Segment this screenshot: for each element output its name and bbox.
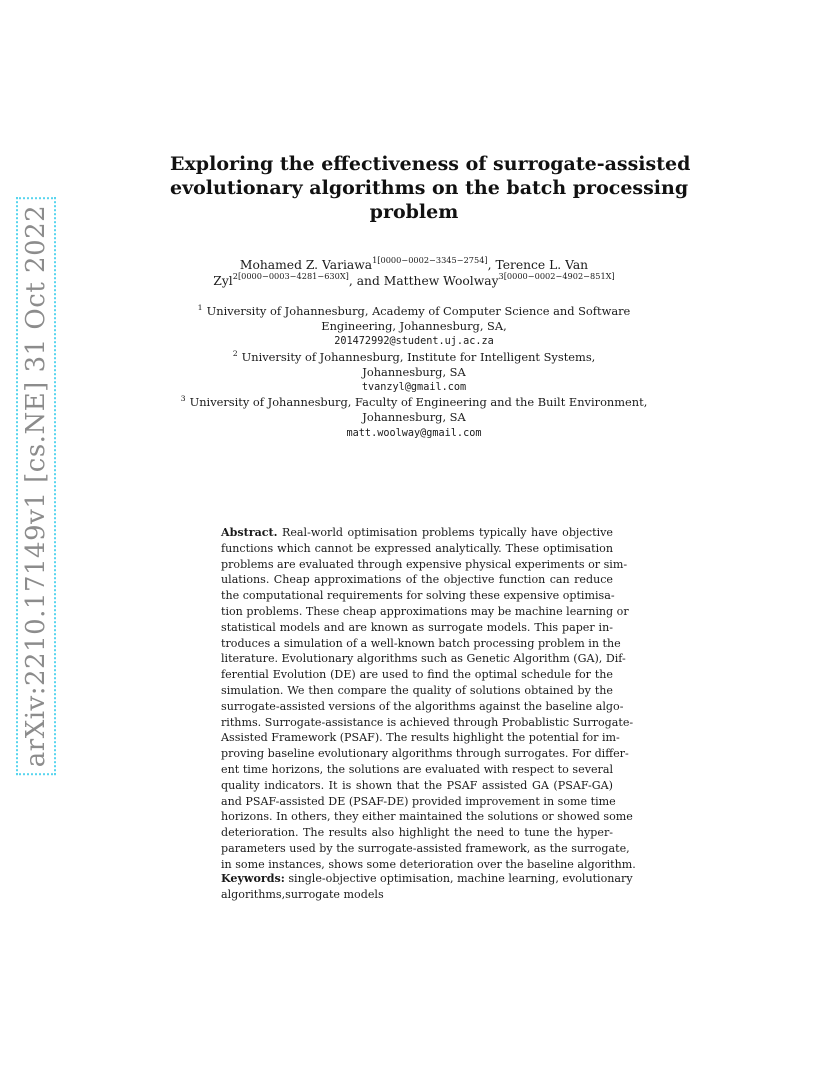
abstract-line: and PSAF-assisted DE (PSAF-DE) provided improvement in some time bbox=[221, 794, 616, 808]
abstract-line: quality indicators. It is shown that the PSAF assisted GA (PSAF-GA) bbox=[221, 778, 613, 792]
abstract-line: horizons. In others, they either maintained the solutions or showed some bbox=[221, 810, 633, 824]
affiliation-text: University of Johannesburg, Academy of Computer Science and Software bbox=[206, 304, 631, 318]
affiliation-email: 201472992@student.uj.ac.za bbox=[334, 336, 494, 348]
author-block bbox=[170, 257, 658, 289]
keywords-text: single-objective optimisation, machine learning, evolutionary bbox=[284, 872, 633, 885]
abstract-line bbox=[221, 525, 613, 541]
keywords-line: algorithms,surrogate models bbox=[221, 887, 384, 901]
abstract-line: parameters used by the surrogate-assisted framework, as the surrogate, bbox=[221, 841, 630, 855]
keywords bbox=[221, 871, 633, 903]
abstract-line: statistical models and are known as surrogate models. This paper in- bbox=[221, 620, 613, 634]
title-line: problem bbox=[369, 201, 459, 223]
abstract-line: surrogate-assisted versions of the algorithms against the baseline algo- bbox=[221, 699, 624, 713]
author-orcid: 1[0000−0002−3345−2754] bbox=[372, 255, 488, 265]
affiliation-email: tvanzyl@gmail.com bbox=[361, 382, 467, 394]
abstract-line: troduces a simulation of a well-known batch processing problem in the bbox=[221, 636, 621, 650]
author-name: , Terence L. Van bbox=[487, 258, 589, 272]
abstract-line: tion problems. These cheap approximations may be machine learning or bbox=[221, 604, 629, 618]
abstract-line: ent time horizons, the solutions are evaluated with respect to several bbox=[221, 762, 613, 776]
author-name: Zyl bbox=[213, 274, 233, 288]
abstract-line: the computational requirements for solving these expensive optimisa- bbox=[221, 589, 615, 603]
abstract-line: deterioration. The results also highlight the need to tune the hyper- bbox=[221, 826, 613, 840]
abstract-line: functions which cannot be expressed analytically. These optimisation bbox=[221, 541, 613, 555]
abstract-text: Real-world optimisation problems typically have objective bbox=[277, 526, 613, 539]
abstract-line: rithms. Surrogate-assistance is achieved through Probablistic Surrogate- bbox=[221, 715, 634, 729]
affiliation-line: Johannesburg, SA bbox=[362, 410, 466, 425]
affiliation-text: University of Johannesburg, Faculty of Engineering and the Built Environment, bbox=[189, 395, 648, 410]
affiliation-line bbox=[176, 350, 652, 365]
abstract-line: problems are evaluated through expensive physical experiments or sim- bbox=[221, 557, 628, 571]
title-line: evolutionary algorithms on the batch processing bbox=[170, 177, 689, 199]
abstract-line: Assisted Framework (PSAF). The results highlight the potential for im- bbox=[221, 731, 620, 745]
affiliation-number: 3 bbox=[180, 394, 186, 404]
author-line bbox=[170, 273, 658, 289]
affiliation-email: matt.woolway@gmail.com bbox=[346, 427, 482, 439]
arxiv-identifier[interactable]: arXiv:2210.17149v1 [cs.NE] 31 Oct 2022 bbox=[16, 197, 56, 775]
keywords-label: Keywords: bbox=[221, 872, 285, 885]
affiliation-line bbox=[176, 395, 652, 410]
affiliation-line: Johannesburg, SA bbox=[362, 364, 466, 379]
affiliation-text: University of Johannesburg, Institute for Intelligent Systems, bbox=[241, 349, 596, 364]
arxiv-side-stamp bbox=[12, 204, 60, 768]
abstract-line: simulation. We then compare the quality of solutions obtained by the bbox=[221, 683, 613, 697]
affiliation-line bbox=[176, 304, 652, 319]
author-orcid: 2[0000−0003−4281−630X] bbox=[232, 271, 349, 281]
paper-title bbox=[170, 152, 691, 224]
affiliation-block bbox=[176, 304, 652, 441]
author-name: Mohamed Z. Variawa bbox=[239, 258, 373, 272]
abstract-line: in some instances, shows some deterioration over the baseline algorithm. bbox=[221, 857, 636, 871]
keywords-line bbox=[221, 871, 633, 887]
abstract-line: proving baseline evolutionary algorithms through surrogates. For differ- bbox=[221, 747, 629, 761]
abstract bbox=[221, 525, 636, 873]
title-line: Exploring the effectiveness of surrogate-assisted bbox=[170, 153, 691, 175]
affiliation-number: 2 bbox=[232, 348, 238, 358]
affiliation-number: 1 bbox=[197, 303, 203, 312]
author-name: , and Matthew Woolway bbox=[348, 274, 499, 288]
abstract-line: ferential Evolution (DE) are used to find the optimal schedule for the bbox=[221, 668, 613, 682]
abstract-line: literature. Evolutionary algorithms such as Genetic Algorithm (GA), Dif- bbox=[221, 652, 626, 666]
abstract-label: Abstract. bbox=[221, 526, 278, 539]
abstract-line: ulations. Cheap approximations of the objective function can reduce bbox=[221, 573, 613, 587]
author-orcid: 3[0000−0002−4902−851X] bbox=[498, 271, 615, 281]
affiliation-line: Engineering, Johannesburg, SA, bbox=[321, 319, 507, 334]
